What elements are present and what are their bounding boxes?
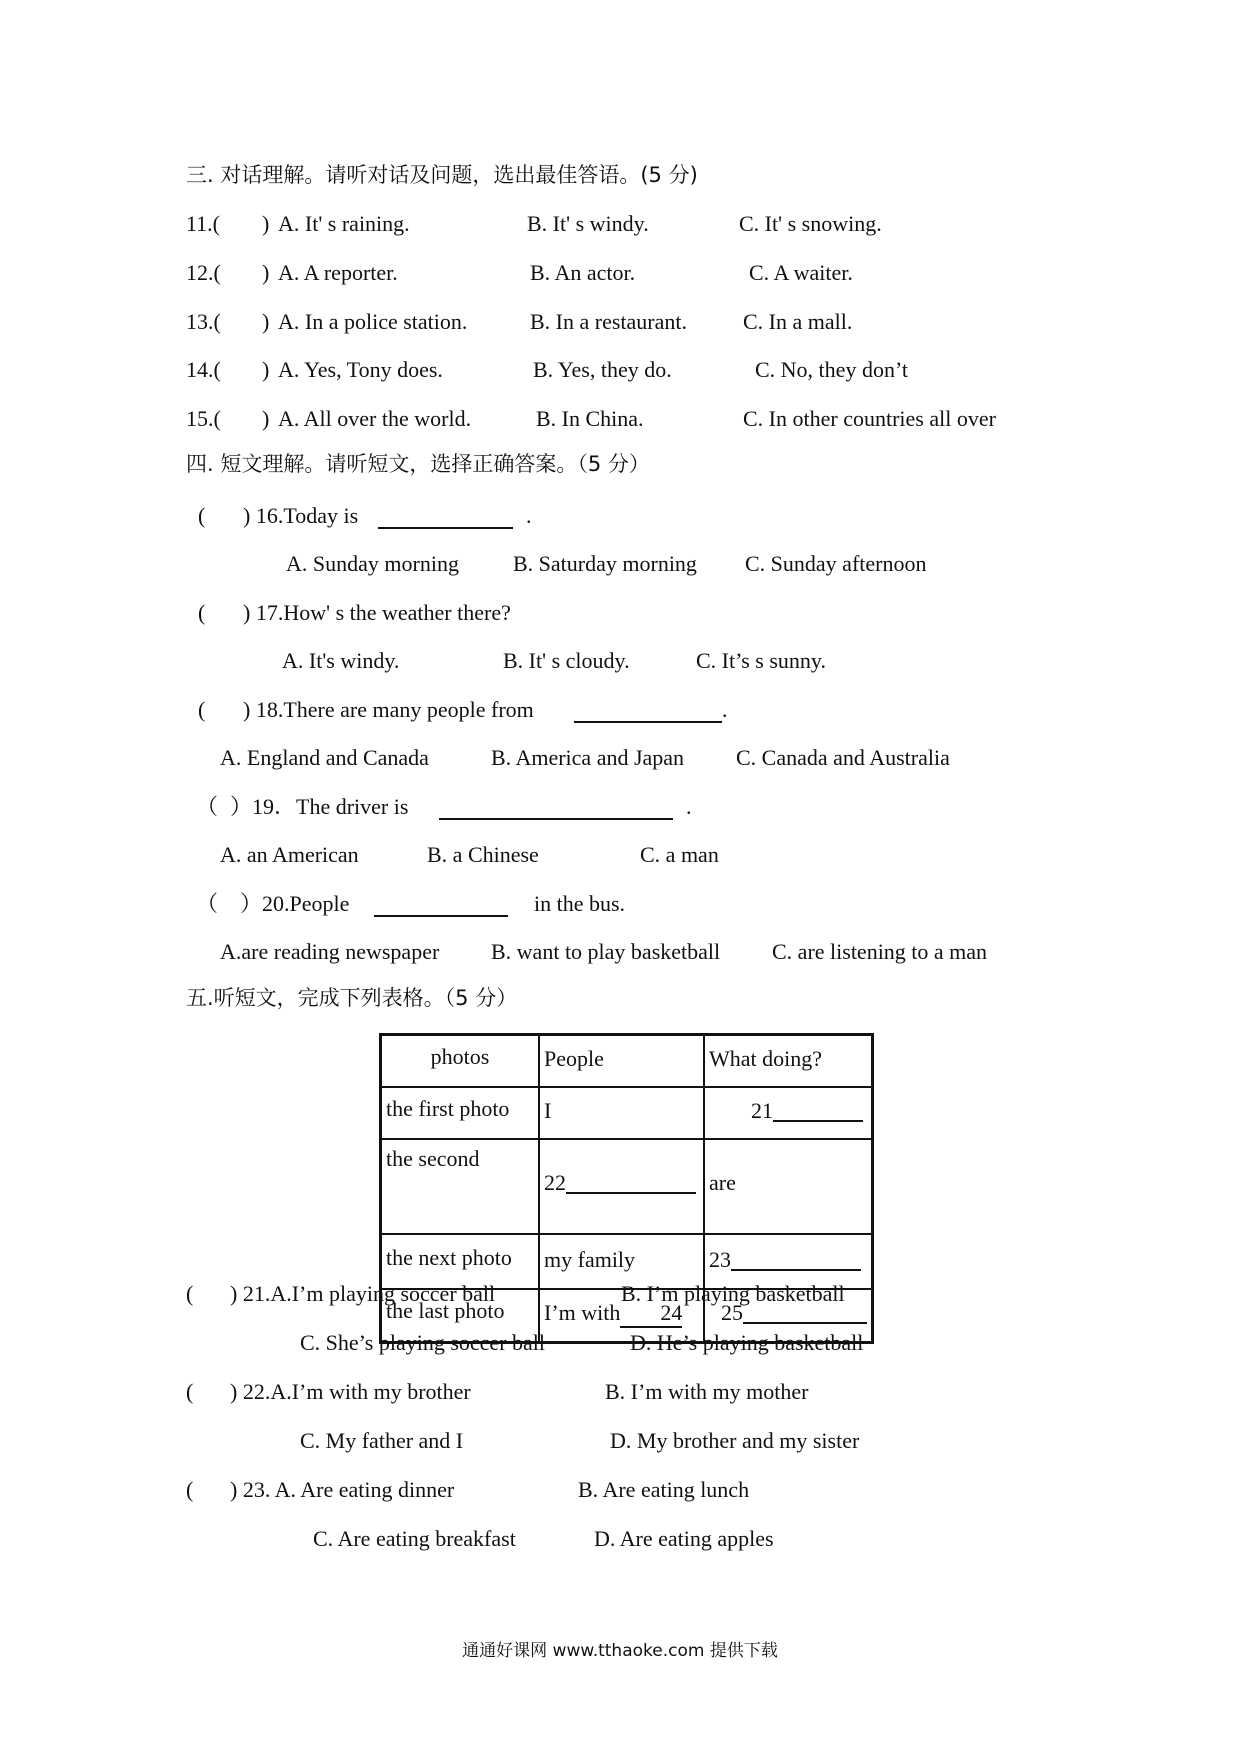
q11-option-a: A. It' s raining. (278, 211, 410, 236)
q14-bracket-close: ) (262, 357, 270, 382)
q22-option-a: ) 22.A.I’m with my brother (230, 1379, 471, 1404)
q19-answer-blank[interactable] (439, 796, 673, 820)
q17-option-b: B. It' s cloudy. (503, 648, 630, 673)
q19-stem: ）19．The driver is (230, 794, 409, 819)
q11-number: 11.( (186, 211, 221, 236)
q23-option-b: B. Are eating lunch (578, 1477, 750, 1502)
q20-option-a: A.are reading newspaper (220, 939, 440, 964)
q17-option-a: A. It's windy. (282, 648, 400, 673)
row1-doing (704, 1087, 873, 1139)
row2-doing: are (704, 1139, 873, 1234)
q16-option-a: A. Sunday morning (286, 551, 459, 576)
q20-bracket-open: （ (196, 891, 219, 916)
q18-stem: ) 18.There are many people from (243, 697, 534, 722)
q14-option-a: A. Yes, Tony does. (278, 357, 443, 382)
q11-bracket-close: ) (262, 211, 270, 236)
blank-21-label: 21 (751, 1098, 773, 1123)
header-what-doing: What doing? (704, 1035, 873, 1088)
row2-people (539, 1139, 704, 1234)
q14-option-c: C. No, they don’t (755, 357, 908, 382)
q20-stem-end: in the bus. (534, 891, 626, 916)
q13-option-a: A. In a police station. (278, 309, 468, 334)
q11-option-b: B. It' s windy. (527, 211, 649, 236)
q16-option-b: B. Saturday morning (513, 551, 697, 576)
blank-23-label: 23 (709, 1247, 731, 1272)
q13-number: 13.( (186, 309, 221, 334)
q15-bracket-close: ) (262, 406, 270, 431)
q15-option-a: A. All over the world. (278, 406, 472, 431)
q18-option-c: C. Canada and Australia (736, 745, 950, 770)
table-row (381, 1139, 873, 1234)
blank-21-line[interactable] (773, 1098, 863, 1122)
q17-stem: ) 17.How' s the weather there? (243, 600, 511, 625)
header-people: People (539, 1035, 704, 1088)
q23-option-c: C. Are eating breakfast (313, 1526, 516, 1551)
row1-people: I (539, 1087, 704, 1139)
row4-photo: the last photo (381, 1289, 540, 1343)
q23-bracket-open: ( (186, 1477, 194, 1502)
q13-bracket-close: ) (262, 309, 270, 334)
q14-option-b: B. Yes, they do. (533, 357, 672, 382)
blank-22-label: 22 (544, 1170, 566, 1195)
q21-bracket-open: ( (186, 1281, 194, 1306)
q20-option-c: C. are listening to a man (772, 939, 988, 964)
q18-option-a: A. England and Canada (220, 745, 429, 770)
table-header-row (381, 1035, 873, 1088)
q20-option-b: B. want to play basketball (491, 939, 721, 964)
q12-option-b: B. An actor. (530, 260, 636, 285)
blank-23-line[interactable] (731, 1247, 861, 1271)
q14-number: 14.( (186, 357, 221, 382)
q17-option-c: C. It’s s sunny. (696, 648, 826, 673)
q15-option-c: C. In other countries all over (743, 406, 996, 431)
row3-photo: the next photo (381, 1234, 540, 1289)
q12-bracket-close: ) (262, 260, 270, 285)
q19-period: . (686, 794, 692, 819)
q20-answer-blank[interactable] (374, 893, 508, 917)
page-footer: 通通好课网 www.tthaoke.com 提供下载 (462, 1641, 778, 1661)
row3-people: my family (539, 1234, 704, 1289)
table-row (381, 1087, 873, 1139)
blank-24-label: 24 (660, 1300, 683, 1325)
q22-option-d: D. My brother and my sister (610, 1428, 860, 1453)
q18-period: . (722, 697, 728, 722)
q16-answer-blank[interactable] (378, 505, 513, 529)
q11-option-c: C. It' s snowing. (739, 211, 882, 236)
q18-option-b: B. America and Japan (491, 745, 685, 770)
q19-bracket-open: （ (196, 794, 219, 819)
q21-option-d: D. He’s playing basketball (630, 1330, 864, 1355)
q12-option-c: C. A waiter. (749, 260, 853, 285)
q18-answer-blank[interactable] (574, 699, 722, 723)
q22-option-c: C. My father and I (300, 1428, 464, 1453)
q21-option-a: ) 21.A.I’m playing soccer ball (230, 1281, 496, 1306)
q19-option-a: A. an American (220, 842, 359, 867)
q16-stem: ) 16.Today is (243, 503, 359, 528)
section4-heading: 四. 短文理解。请听短文，选择正确答案。（5 分） (186, 452, 650, 476)
section5-heading: 五.听短文，完成下列表格。（5 分） (186, 986, 518, 1010)
q13-option-b: B. In a restaurant. (530, 309, 687, 334)
blank-22-line[interactable] (566, 1170, 696, 1194)
q21-option-c: C. She’s playing soccer ball (300, 1330, 546, 1355)
row4-people-text: I’m with (544, 1300, 621, 1325)
q19-option-c: C. a man (640, 842, 719, 867)
q12-number: 12.( (186, 260, 221, 285)
q16-period: . (526, 503, 532, 528)
q21-option-b: B. I’m playing basketball (621, 1281, 845, 1306)
row1-photo: the first photo (381, 1087, 540, 1139)
q18-bracket-open: ( (198, 697, 206, 722)
q23-option-a: ) 23. A. Are eating dinner (230, 1477, 455, 1502)
q15-number: 15.( (186, 406, 221, 431)
q22-option-b: B. I’m with my mother (605, 1379, 809, 1404)
section3-heading: 三. 对话理解。请听对话及问题，选出最佳答语。(5 分) (186, 163, 698, 187)
q17-bracket-open: ( (198, 600, 206, 625)
q19-option-b: B. a Chinese (427, 842, 539, 867)
q12-option-a: A. A reporter. (278, 260, 398, 285)
header-photos: photos (381, 1035, 540, 1088)
q20-stem: ）20.People (240, 891, 350, 916)
q16-option-c: C. Sunday afternoon (745, 551, 927, 576)
q15-option-b: B. In China. (536, 406, 644, 431)
q23-option-d: D. Are eating apples (594, 1526, 774, 1551)
q16-bracket-open: ( (198, 503, 206, 528)
blank-25-label: 25 (721, 1300, 743, 1325)
q13-option-c: C. In a mall. (743, 309, 853, 334)
q22-bracket-open: ( (186, 1379, 194, 1404)
row2-photo: the second (381, 1139, 540, 1234)
